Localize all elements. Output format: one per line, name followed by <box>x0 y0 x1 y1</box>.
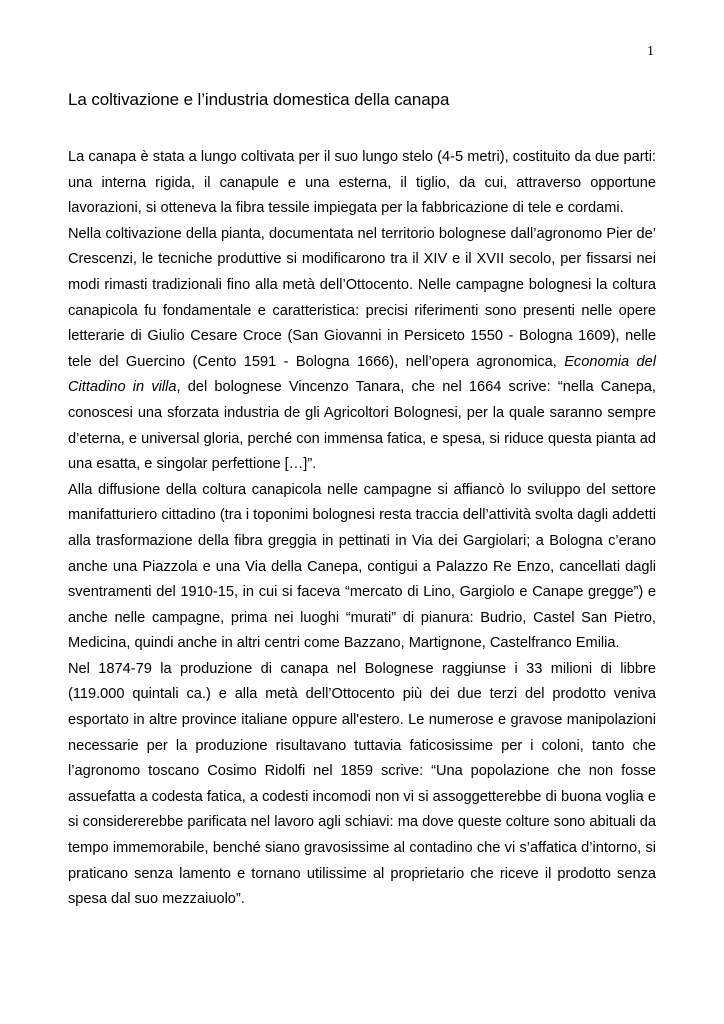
paragraph-cultivation-history <box>68 222 656 478</box>
paragraph-production: Nel 1874-79 la produzione di canapa nel Bolognese raggiunse i 33 milioni di libbre (119.000 quintali ca.) e alla metà dell’Ottocento più dei due terzi del prodotto veniva esportato in altre province italiane oppure all'estero. Le numerose e gravose manipolazioni necessarie per la produzione risultavano tuttavia faticosissime per i coloni, tanto che l’agronomo toscano Cosimo Ridolfi nel 1859 scrive: “Una popolazione che non fosse assuefatta a codesta fatica, a codesti incomodi non vi si assoggetterebbe di buona voglia e si considererebbe parificata nel lavoro agli schiavi: ma dove queste colture sono abituali da tempo immemorabile, benché siano gravosissime al contadino che vi s’affatica d’intorno, si praticano senza lamento e tornano utilissime al proprietario che riceve il prodotto senza spesa dal suo mezzaiuolo”. <box>68 660 656 908</box>
paragraph-text-after-title: , del bolognese Vincenzo Tanara, che nel 1664 scrive: “nella Canepa, conoscesi una sforzata industria de gli Agricoltori Bolognesi, per la quale saranno sempre d’eterna, e universal gloria, perché con immensa fatica, e spesa, si riduce questa pianta ad una esatta, e singolar perfettione […]”. <box>68 379 656 473</box>
document-body <box>68 145 656 913</box>
page-number: 1 <box>647 44 654 59</box>
paragraph-canapa-description: La canapa è stata a lungo coltivata per il suo lungo stelo (4-5 metri), costituito da due parti: una interna rigida, il canapule e una esterna, il tiglio, da cui, attraverso opportune lavorazioni, si otteneva la fibra tessile impiegata per la fabbricazione di tele e cordami. <box>68 149 656 217</box>
paragraph-manufacturing: Alla diffusione della coltura canapicola nelle campagne si affiancò lo sviluppo del settore manifatturiero cittadino (tra i toponimi bolognesi resta traccia dell’attività svolta dagli addetti alla trasformazione della fibra greggia in pettinati in Via dei Gargiolari; a Bologna c’erano anche una Piazzola e una Via della Canepa, contigui a Palazzo Re Enzo, cancellati dagli sventramenti del 1910-15, in cui si faceva “mercato di Lino, Gargiolo e Canape gregge”) e anche nelle campagne, prima nei luoghi “murati” di pianura: Budrio, Castel San Pietro, Medicina, quindi anche in altri centri come Bazzano, Martignone, Castelfranco Emilia. <box>68 481 656 652</box>
paragraph-text-before-title: Nella coltivazione della pianta, documentata nel territorio bolognese dall’agronomo Pier de’ Crescenzi, le tecniche produttive si modificarono tra il XIV e il XVII secolo, per fissarsi nei modi rimasti tradizionali fino alla metà dell’Ottocento. Nelle campagne bolognesi la coltura canapicola fu fondamentale e caratteristica: precisi riferimenti sono presenti nelle opere letterarie di Giulio Cesare Croce (San Giovanni in Persiceto 1550 - Bologna 1609), nelle tele del Guercino (Cento 1591 - Bologna 1666), nell’opera agronomica, <box>68 225 656 370</box>
book-title-italic: Economia del Cittadino in villa <box>68 353 656 396</box>
document-title: La coltivazione e l’industria domestica della canapa <box>68 90 450 109</box>
